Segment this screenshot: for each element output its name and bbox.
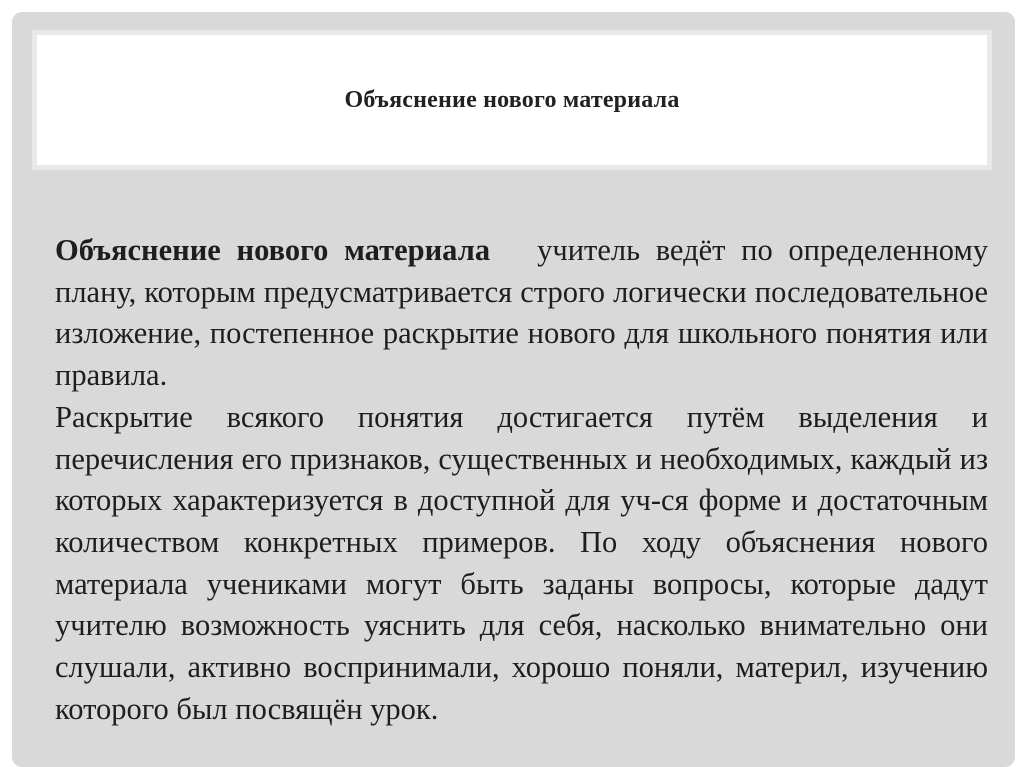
paragraph-1 <box>55 230 988 397</box>
title-box <box>32 30 992 170</box>
slide-title: Объяснение нового материала <box>344 86 680 113</box>
slide <box>12 12 1015 767</box>
slide-body <box>55 230 988 730</box>
paragraph-2: Раскрытие всякого понятия достигается путём выделения и перечисления его признаков, существенных и необходимых, каждый из которых характеризуется в доступной для уч-ся форме и достаточным количеством конкретных примеров. По ходу объяснения нового материала учениками могут быть заданы вопросы, которые дадут учителю возможность уяснить для себя, насколько внимательно они слушали, активно воспринимали, хорошо поняли, материл, изучению которого был посвящён урок. <box>55 399 988 726</box>
paragraph-1-text: учитель ведёт по определенному плану, которым предусматривается строго логически последовательное изложение, постепенное раскрытие нового для школьного понятия или правила. <box>55 233 989 393</box>
paragraph-1-bold-lead: Объяснение нового материала <box>55 233 491 267</box>
